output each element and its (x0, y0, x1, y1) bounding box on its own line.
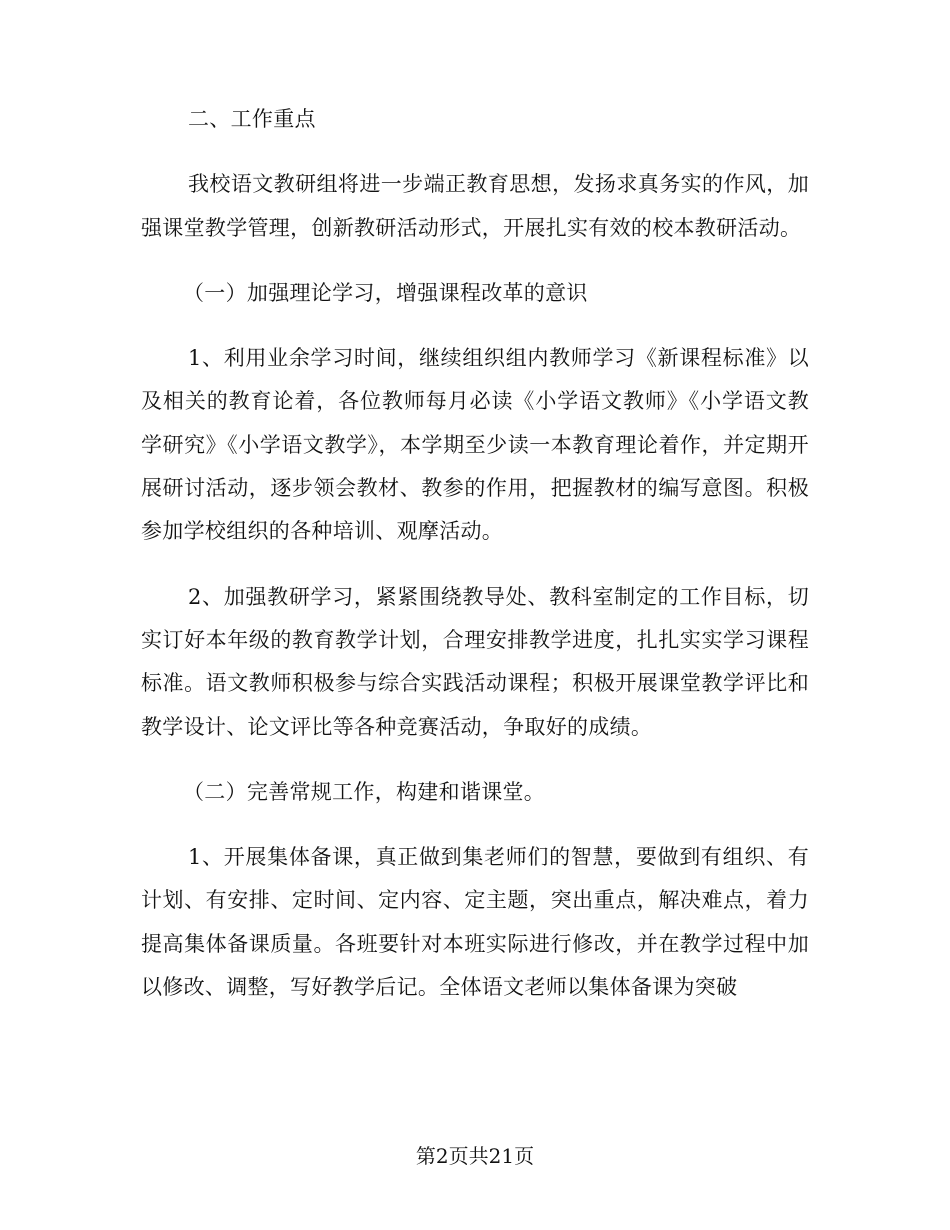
document-body (141, 98, 809, 1009)
subsection-heading-2: （二）完善常规工作，构建和谐课堂。 (183, 779, 546, 804)
item-paragraph-3: 1、开展集体备课，真正做到集老师们的智慧，要做到有组织、有计划、有安排、定时间、定内容、定主题，突出重点，解决难点，着力提高集体备课质量。各班要针对本班实际进行修改，并在教学过程中加以修改、调整，写好教学后记。全体语文老师以集体备课为突破 (141, 845, 809, 1000)
item-paragraph-2: 2、加强教研学习，紧紧围绕教导处、教科室制定的工作目标，切实订好本年级的教育教学计划，合理安排教学进度，扎扎实实学习课程标准。语文教师积极参与综合实践活动课程；积极开展课堂教学评比和教学设计、论文评比等各种竞赛活动，争取好的成绩。 (141, 584, 809, 739)
subsection-heading-1: （一）加强理论学习，增强课程改革的意识 (183, 280, 588, 305)
page-number-footer: 第2页共21页 (415, 1144, 535, 1168)
section-heading: 二、工作重点 (188, 107, 316, 131)
item-paragraph-1: 1、利用业余学习时间，继续组织组内教师学习《新课程标准》以及相关的教育论着，各位教师每月必读《小学语文教师》《小学语文教学研究》《小学语文教学》，本学期至少读一本教育理论着作，并定期开展研讨活动，逐步领会教材、教参的作用，把握教材的编写意图。积极参加学校组织的各种培训、观摩活动。 (141, 346, 809, 544)
intro-paragraph: 我校语文教研组将进一步端正教育思想，发扬求真务实的作风，加强课堂教学管理，创新教研活动形式，开展扎实有效的校本教研活动。 (141, 172, 809, 240)
